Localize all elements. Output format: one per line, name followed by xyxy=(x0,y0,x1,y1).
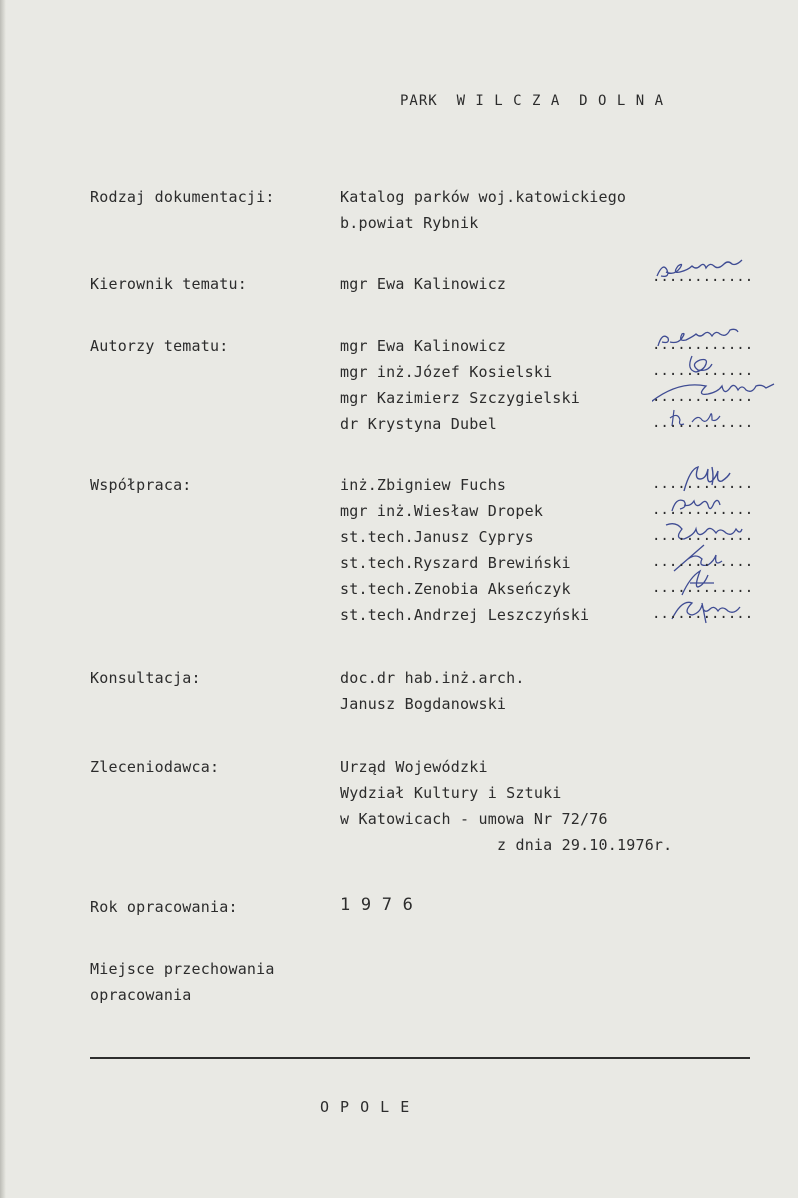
signature-dots: ............ xyxy=(652,363,754,379)
signature-dots: ............ xyxy=(652,476,754,492)
label-miejsce-2: opracowania xyxy=(90,986,192,1004)
value-zlec-1: Urząd Wojewódzki xyxy=(340,758,488,776)
signature-dots: ............ xyxy=(652,269,754,285)
value-rodzaj-2: b.powiat Rybnik xyxy=(340,214,479,232)
signature-dots: ............ xyxy=(652,502,754,518)
signature-autor-2 xyxy=(652,352,782,378)
label-autorzy: Autorzy tematu: xyxy=(90,337,229,355)
value-konsult-2: Janusz Bogdanowski xyxy=(340,695,507,713)
signature-wspol-2 xyxy=(652,491,782,517)
horizontal-rule xyxy=(90,1057,750,1059)
signature-wspol-6 xyxy=(652,595,782,621)
value-zlec-3: w Katowicach - umowa Nr 72/76 xyxy=(340,810,608,828)
value-konsult-1: doc.dr hab.inż.arch. xyxy=(340,669,525,687)
signature-wspol-1 xyxy=(652,465,782,491)
label-wspolpraca: Współpraca: xyxy=(90,476,192,494)
signature-dots: ............ xyxy=(652,580,754,596)
label-rok: Rok opracowania: xyxy=(90,898,238,916)
value-kierownik: mgr Ewa Kalinowicz xyxy=(340,275,507,293)
signature-autor-4 xyxy=(652,404,782,430)
signature-autor-1 xyxy=(652,326,782,352)
footer-city: O P O L E xyxy=(320,1098,411,1116)
document-title: PARK W I L C Z A D O L N A xyxy=(400,93,665,109)
value-wspol-2: mgr inż.Wiesław Dropek xyxy=(340,502,544,520)
value-wspol-6: st.tech.Andrzej Leszczyński xyxy=(340,606,590,624)
page-edge xyxy=(0,0,6,1198)
signature-wspol-4 xyxy=(652,543,782,569)
signature-autor-3 xyxy=(652,378,782,404)
signature-wspol-3 xyxy=(652,517,782,543)
value-wspol-3: st.tech.Janusz Cyprys xyxy=(340,528,534,546)
signature-dots: ............ xyxy=(652,337,754,353)
value-wspol-4: st.tech.Ryszard Brewiński xyxy=(340,554,571,572)
value-autor-3: mgr Kazimierz Szczygielski xyxy=(340,389,580,407)
value-autor-1: mgr Ewa Kalinowicz xyxy=(340,337,507,355)
label-kierownik: Kierownik tematu: xyxy=(90,275,247,293)
value-zlec-2: Wydział Kultury i Sztuki xyxy=(340,784,562,802)
signature-dots: ............ xyxy=(652,389,754,405)
label-miejsce-1: Miejsce przechowania xyxy=(90,960,275,978)
label-konsultacja: Konsultacja: xyxy=(90,669,201,687)
signature-dots: ............ xyxy=(652,528,754,544)
signature-wspol-5 xyxy=(652,569,782,595)
label-rodzaj: Rodzaj dokumentacji: xyxy=(90,188,275,206)
value-zlec-date: z dnia 29.10.1976r. xyxy=(497,836,673,854)
value-rodzaj-1: Katalog parków woj.katowickiego xyxy=(340,188,627,206)
signature-kierownik xyxy=(652,258,782,284)
signature-dots: ............ xyxy=(652,415,754,431)
value-autor-4: dr Krystyna Dubel xyxy=(340,415,497,433)
signature-dots: ............ xyxy=(652,606,754,622)
value-wspol-5: st.tech.Zenobia Akseńczyk xyxy=(340,580,571,598)
value-autor-2: mgr inż.Józef Kosielski xyxy=(340,363,553,381)
value-wspol-1: inż.Zbigniew Fuchs xyxy=(340,476,507,494)
value-rok: 1 9 7 6 xyxy=(340,895,414,915)
label-zleceniodawca: Zleceniodawca: xyxy=(90,758,220,776)
signature-dots: ............ xyxy=(652,554,754,570)
